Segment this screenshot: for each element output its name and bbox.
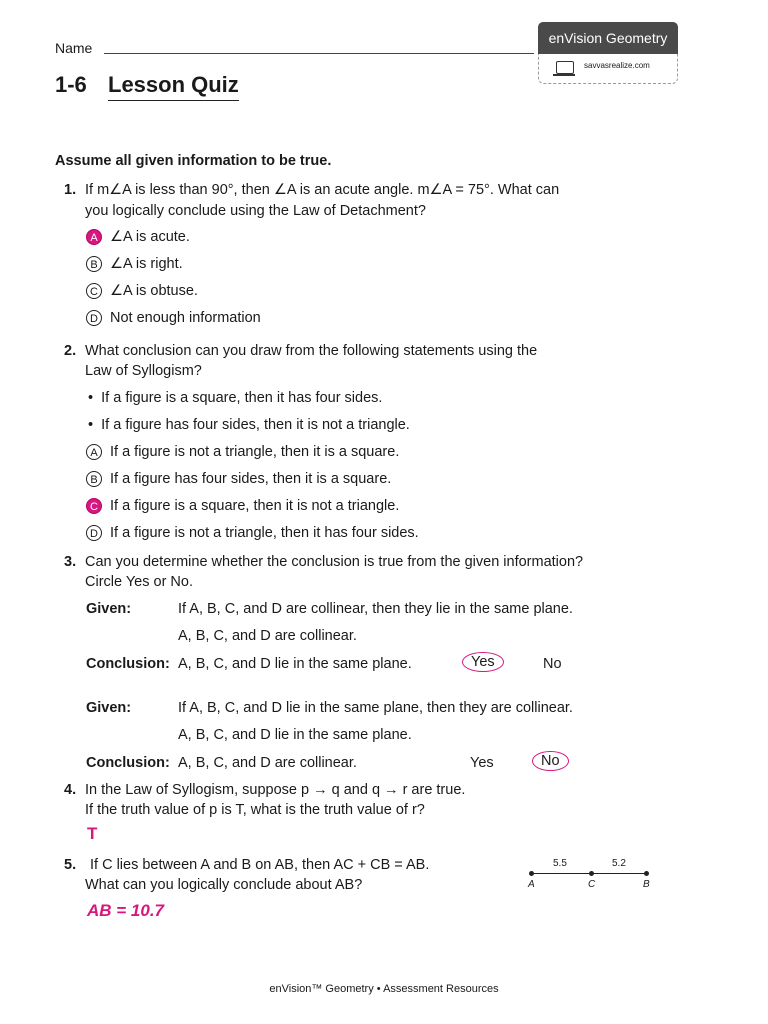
question-text: What can you logically conclude about AB? <box>85 877 363 893</box>
question-text: If m∠A is less than 90°, then ∠A is an acute angle. m∠A = 75°. What can <box>85 182 560 198</box>
option-b[interactable]: B If a figure has four sides, then it is a square. <box>86 471 391 487</box>
answer-bubble-icon[interactable]: A <box>86 444 102 460</box>
page-title: Lesson Quiz <box>108 72 239 101</box>
footer: enVision™ Geometry • Assessment Resources <box>269 983 499 995</box>
conclusion-statement: A, B, C, and D are collinear. <box>178 755 357 771</box>
given-label: Given: <box>86 700 132 716</box>
yes-option-circled[interactable]: Yes <box>462 654 504 670</box>
instructions: Assume all given information to be true. <box>55 153 332 169</box>
question-text: Law of Syllogism? <box>85 363 202 379</box>
point-c <box>589 871 594 876</box>
conclusion-statement: A, B, C, and D lie in the same plane. <box>178 656 412 672</box>
name-label: Name <box>55 40 93 56</box>
answer-selected-icon[interactable]: C <box>86 498 102 514</box>
point-label-b: B <box>643 879 650 890</box>
question-text: What conclusion can you draw from the following statements using the <box>85 343 538 359</box>
given-statement: A, B, C, and D lie in the same plane. <box>178 727 412 743</box>
question-text: Can you determine whether the conclusion is true from the given information? <box>85 554 584 570</box>
point-b <box>644 871 649 876</box>
question-text: If the truth value of p is T, what is the truth value of r? <box>85 802 425 818</box>
option-c[interactable]: C If a figure is a square, then it is not a triangle. <box>86 498 399 514</box>
given-label: Given: <box>86 601 132 617</box>
no-option-circled[interactable]: No <box>532 753 569 769</box>
brand-url: savvasrealize.com <box>584 61 650 70</box>
brand-logo: enVision Geometry <box>538 22 678 54</box>
segment-length-cb: 5.2 <box>612 858 626 869</box>
point-label-a: A <box>528 879 535 890</box>
option-a[interactable]: A If a figure is not a triangle, then it is a square. <box>86 444 399 460</box>
question-text: Circle Yes or No. <box>85 574 193 590</box>
answer-bubble-icon[interactable]: B <box>86 256 102 272</box>
answer-bubble-icon[interactable]: B <box>86 471 102 487</box>
question-number: 4. <box>64 782 77 798</box>
answer-bubble-icon[interactable]: D <box>86 310 102 326</box>
given-statement: If A, B, C, and D are collinear, then they lie in the same plane. <box>178 601 573 617</box>
yes-option[interactable]: Yes <box>470 755 494 771</box>
laptop-icon <box>556 61 574 74</box>
lesson-number: 1-6 <box>55 72 87 97</box>
conclusion-label: Conclusion: <box>86 755 170 771</box>
option-c[interactable]: C ∠A is obtuse. <box>86 283 198 299</box>
question-text: In the Law of Syllogism, suppose p → q and q → r are true. <box>85 782 466 798</box>
question-number: 3. <box>64 554 77 570</box>
given-statement: If A, B, C, and D lie in the same plane, then they are collinear. <box>178 700 573 716</box>
option-d[interactable]: D Not enough information <box>86 310 261 326</box>
option-b[interactable]: B ∠A is right. <box>86 256 183 272</box>
question-text: you logically conclude using the Law of Detachment? <box>85 203 426 219</box>
question-text: If C lies between A and B on AB, then AC + CB = AB. <box>90 857 430 873</box>
list-item: • If a figure has four sides, then it is not a triangle. <box>88 417 410 433</box>
list-item: • If a figure is a square, then it has four sides. <box>88 390 383 406</box>
segment-length-ac: 5.5 <box>553 858 567 869</box>
point-label-c: C <box>588 879 596 890</box>
name-line[interactable] <box>104 53 534 54</box>
no-option[interactable]: No <box>543 656 562 672</box>
answer-bubble-icon[interactable]: D <box>86 525 102 541</box>
answer-text: T <box>87 824 98 843</box>
answer-bubble-icon[interactable]: C <box>86 283 102 299</box>
point-a <box>529 871 534 876</box>
option-a[interactable]: A ∠A is acute. <box>86 229 190 245</box>
conclusion-label: Conclusion: <box>86 656 170 672</box>
given-statement: A, B, C, and D are collinear. <box>178 628 357 644</box>
question-number: 2. <box>64 343 77 359</box>
option-d[interactable]: D If a figure is not a triangle, then it has four sides. <box>86 525 419 541</box>
question-number: 1. <box>64 182 77 198</box>
answer-selected-icon[interactable]: A <box>86 229 102 245</box>
answer-text: AB = 10.7 <box>87 901 165 920</box>
question-number: 5. <box>64 857 77 873</box>
